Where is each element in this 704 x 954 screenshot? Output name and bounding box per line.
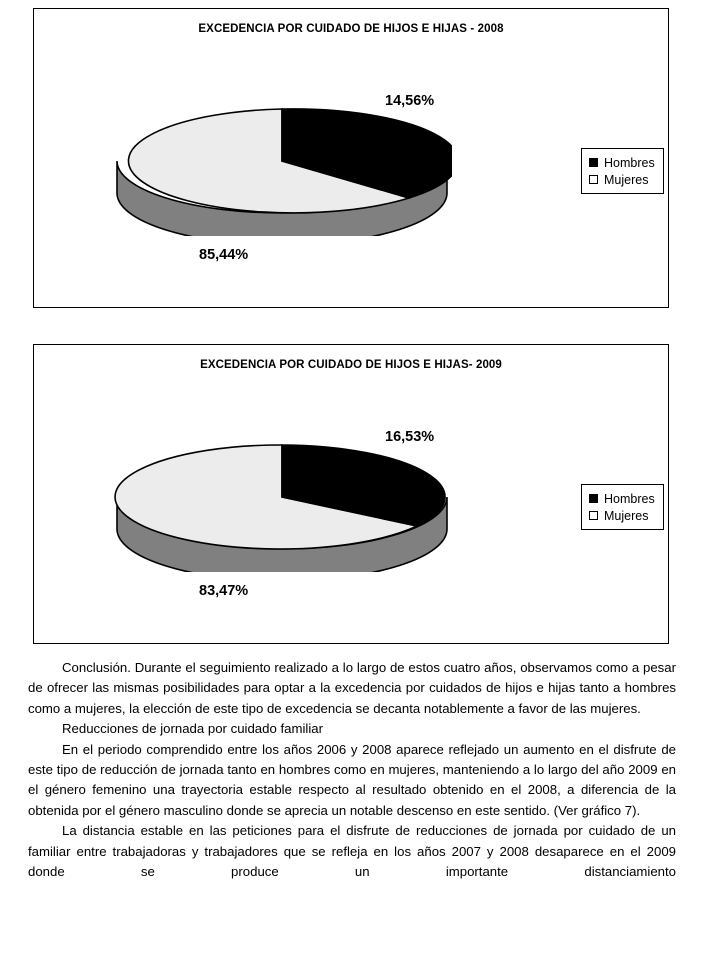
legend-swatch-hombres-icon [589,494,598,503]
legend-item-hombres-2008[interactable] [589,154,655,171]
chart-container-2008 [33,8,669,308]
chart-title-2009: EXCEDENCIA POR CUIDADO DE HIJOS E HIJAS- 2009 [200,359,502,371]
legend-swatch-mujeres-icon [589,175,598,184]
pie-svg-2009 [112,437,452,572]
legend-label-mujeres: Mujeres [604,508,649,523]
pie-chart-2009 [112,437,452,572]
pie-label-hombres-2009: 16,53% [385,429,435,445]
legend-label-mujeres: Mujeres [604,172,649,187]
pie-svg-2008 [112,101,452,236]
chart-legend-2009 [581,484,664,530]
legend-item-mujeres-2009[interactable] [589,507,655,524]
pie-label-mujeres-2008: 85,44% [199,247,249,263]
pie-label-mujeres-2009: 83,47% [199,583,249,599]
legend-swatch-mujeres-icon [589,511,598,520]
chart-legend-2008 [581,148,664,194]
legend-item-hombres-2009[interactable] [589,490,655,507]
chart-title-2008: EXCEDENCIA POR CUIDADO DE HIJOS E HIJAS - 2008 [198,23,504,35]
pie-label-hombres-2008: 14,56% [385,93,435,109]
body-text-block [28,658,676,903]
legend-item-mujeres-2008[interactable] [589,171,655,188]
paragraph-distancia: La distancia estable en las peticiones para el disfrute de reducciones de jornada por cuidado de un familiar entre trabajadoras y trabajadores que se refleja en los años 2007 y 2008 desaparece en el 2009 donde se produce un importante distanciamiento [28,823,676,880]
paragraph-conclusion: Conclusión. Durante el seguimiento realizado a lo largo de estos cuatro años, observamos como a pesar de ofrecer las mismas posibilidades para optar a la excedencia por cuidados de hijos e hijas tanto a hombres como a mujeres, la elección de este tipo de excedencia se decanta notablemente a favor de las mujeres. [28,660,676,716]
chart-container-2009 [33,344,669,644]
pie-chart-2008 [112,101,452,236]
legend-label-hombres: Hombres [604,155,655,170]
legend-swatch-hombres-icon [589,158,598,167]
paragraph-periodo: En el periodo comprendido entre los años 2006 y 2008 aparece reflejado un aumento en el disfrute de este tipo de reducción de jornada tanto en hombres como en mujeres, manteniendo a lo largo del año 2009 en el género femenino una trayectoria estable respecto al resultado obtenido en el 2008, a diferencia de la obtenida por el género masculino donde se aprecia un notable descenso en este sentido. (Ver gráfico 7). [28,741,676,818]
paragraph-heading-reducciones: Reducciones de jornada por cuidado familiar [62,721,323,737]
legend-label-hombres: Hombres [604,491,655,506]
